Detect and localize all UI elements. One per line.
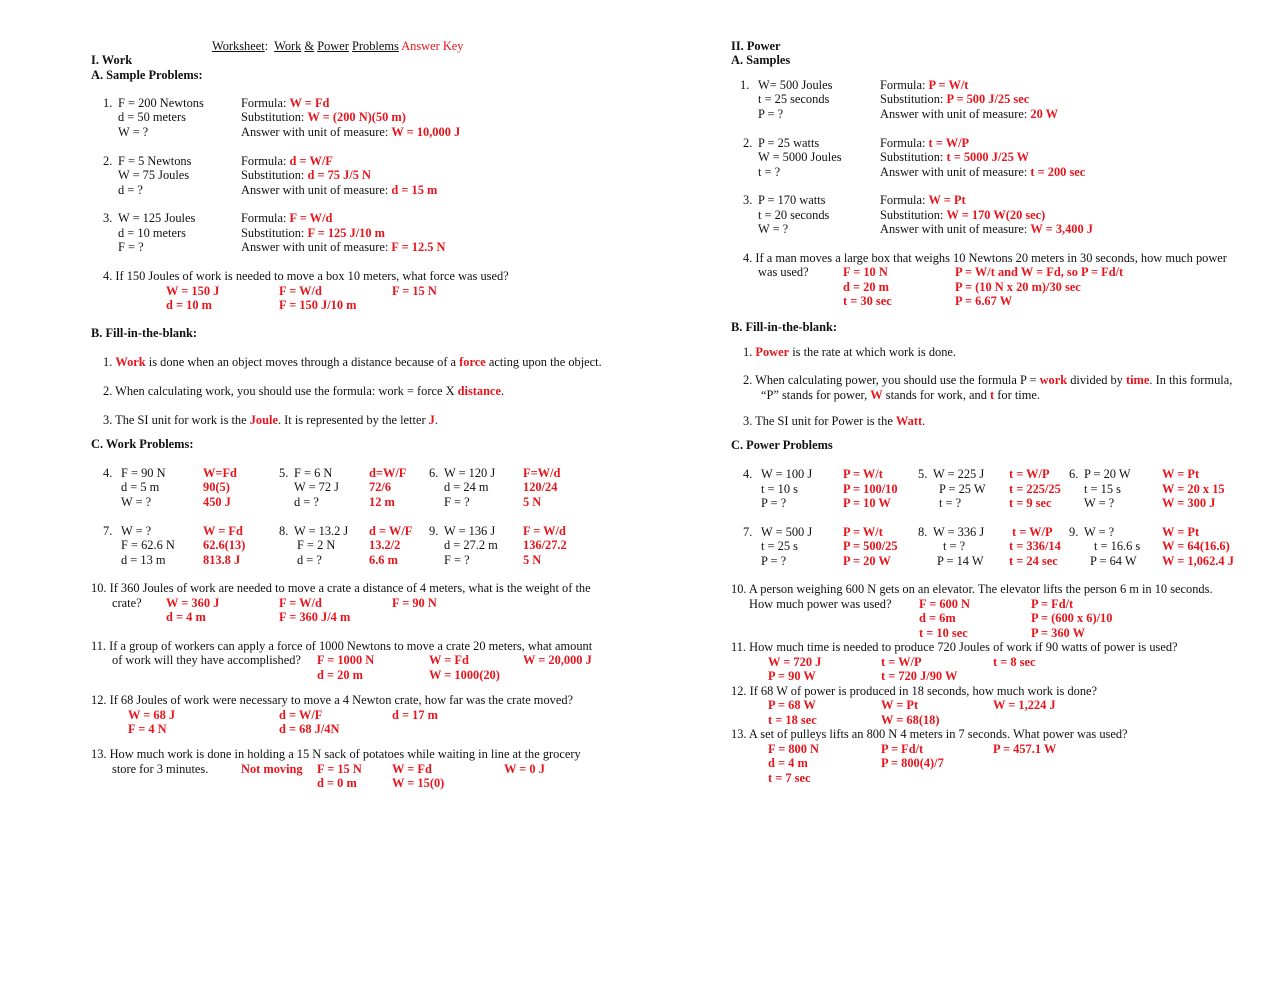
label: Formula: <box>880 136 926 150</box>
pp-7-answer-2: P = 500/25 <box>843 539 898 553</box>
wp-9-number: 9. <box>429 524 439 538</box>
label: Answer with unit of measure: <box>880 107 1028 121</box>
title-work: Work <box>274 39 302 53</box>
psample-1-formula <box>880 79 968 91</box>
power-question-4-line-2: was used? <box>758 265 809 279</box>
pp-9-answer-2: W = 64(16.6) <box>1162 539 1230 553</box>
answer: t = 200 sec <box>1030 165 1086 179</box>
title-amp: & <box>304 39 315 53</box>
label: Formula: <box>880 78 926 92</box>
text: divided by <box>1067 373 1126 387</box>
label: Answer with unit of measure: <box>241 240 389 254</box>
wp-6-number: 6. <box>429 466 439 480</box>
work-question-13: 13. How much work is done in holding a 15 N sack of potatoes while waiting in line at the grocery <box>91 747 581 761</box>
wp-9-given-3: F = ? <box>444 553 470 567</box>
wp-7-given-1: W = ? <box>121 524 152 538</box>
pq10-answer-1: F = 600 N <box>919 597 970 611</box>
label: Answer with unit of measure: <box>880 165 1028 179</box>
pp-9-given-3: P = 64 W <box>1090 554 1137 568</box>
pq11-answer-3: t = W/P <box>881 655 922 669</box>
answer: P = 500 J/25 sec <box>946 92 1030 106</box>
pfill-3 <box>743 415 925 427</box>
psample-3-given-2: t = 20 seconds <box>758 208 830 222</box>
answer: t = 5000 J/25 W <box>946 150 1030 164</box>
fill-1 <box>103 356 602 368</box>
text: . <box>501 384 505 398</box>
power-question-11: 11. How much time is needed to produce 720 Joules of work if 90 watts of power is used? <box>731 640 1178 654</box>
work-question-11: 11. If a group of workers can apply a force of 1000 Newtons to move a crate 20 meters, what amount <box>91 639 593 653</box>
pq4-answer-2: d = 20 m <box>843 280 889 294</box>
answer: W = 10,000 J <box>391 125 461 139</box>
pp-6-given-3: W = ? <box>1084 496 1115 510</box>
pp-6-answer-2: W = 20 x 15 <box>1162 482 1225 496</box>
wp-5-given-1: F = 6 N <box>294 466 333 480</box>
pp-6-answer-3: W = 300 J <box>1162 496 1216 510</box>
work-question-13-line-2: store for 3 minutes. <box>112 762 209 776</box>
text: 1. <box>103 355 116 369</box>
pp-8-given-2: t = ? <box>943 539 966 553</box>
pq13-answer-2: d = 4 m <box>768 756 808 770</box>
answer: time <box>1125 373 1150 387</box>
pp-7-given-1: W = 500 J <box>761 525 813 539</box>
sample-3-answer <box>241 241 445 253</box>
sample-2-substitution <box>241 169 371 181</box>
pp-4-number: 4. <box>743 467 753 481</box>
text: is the rate at which work is done. <box>789 345 956 359</box>
sample-2-answer <box>241 184 437 196</box>
pq4-answer-5: P = (10 N x 20 m)/30 sec <box>955 280 1081 294</box>
work-question-4: 4. If 150 Joules of work is needed to move a box 10 meters, what force was used? <box>103 269 509 283</box>
pp-4-answer-1: P = W/t <box>843 467 883 481</box>
sample-1-given-3: W = ? <box>118 125 149 139</box>
answer: W = 170 W(20 sec) <box>946 208 1046 222</box>
wq11-answer-4: W = 1000(20) <box>429 668 500 682</box>
pp-5-answer-2: t = 225/25 <box>1009 482 1061 496</box>
sample-3-given-3: F = ? <box>118 240 144 254</box>
pp-8-answer-2: t = 336/14 <box>1009 539 1061 553</box>
fill-in-blank-heading: B. Fill-in-the-blank: <box>91 326 198 340</box>
wq13-answer-4: W = 15(0) <box>392 776 445 790</box>
pp-5-given-3: t = ? <box>939 496 962 510</box>
wq11-answer-2: d = 20 m <box>317 668 363 682</box>
answer: W = Fd <box>289 96 330 110</box>
wq12-answer-4: d = 68 J/4N <box>279 722 340 736</box>
pq4-answer-6: P = 6.67 W <box>955 294 1013 308</box>
pp-7-answer-3: P = 20 W <box>843 554 891 568</box>
psample-2-answer <box>880 166 1085 178</box>
work-question-10-line-2: crate? <box>112 596 142 610</box>
psample-3-substitution <box>880 209 1045 221</box>
pp-4-given-1: W = 100 J <box>761 467 813 481</box>
pq13-answer-1: F = 800 N <box>768 742 819 756</box>
answer: distance <box>457 384 502 398</box>
answer: Watt <box>895 414 923 428</box>
pp-5-number: 5. <box>918 467 928 481</box>
sample-1-substitution <box>241 111 406 123</box>
wp-9-given-1: W = 136 J <box>444 524 496 538</box>
answer: force <box>459 355 486 369</box>
wp-7-answer-1: W = Fd <box>203 524 243 538</box>
sample-2-given-2: W = 75 Joules <box>118 168 190 182</box>
wq12-answer-5: d = 17 m <box>392 708 438 722</box>
label: Substitution: <box>241 168 305 182</box>
wq10-answer-1: W = 360 J <box>166 596 220 610</box>
power-question-12: 12. If 68 W of power is produced in 18 seconds, how much work is done? <box>731 684 1098 698</box>
psample-1-number: 1. <box>740 78 750 92</box>
sample-1-given-1: F = 200 Newtons <box>118 96 204 110</box>
pq10-answer-2: d = 6m <box>919 611 956 625</box>
psample-2-substitution <box>880 151 1029 163</box>
pp-5-given-1: W = 225 J <box>933 467 985 481</box>
pp-7-given-3: P = ? <box>761 554 787 568</box>
pfill-1 <box>743 346 956 358</box>
pp-8-answer-3: t = 24 sec <box>1009 554 1058 568</box>
fill-3 <box>103 414 438 426</box>
pp-5-answer-1: t = W/P <box>1009 467 1050 481</box>
wp-4-number: 4. <box>103 466 113 480</box>
text: for time. <box>994 388 1040 402</box>
wp-7-number: 7. <box>103 524 113 538</box>
psample-2-given-1: P = 25 watts <box>758 136 820 150</box>
wp-5-number: 5. <box>279 466 289 480</box>
label: Formula: <box>241 154 287 168</box>
wp-6-given-2: d = 24 m <box>444 480 489 494</box>
work-problems-heading: C. Work Problems: <box>91 437 194 451</box>
title-answer-key: Answer Key <box>401 39 464 53</box>
psample-3-given-3: W = ? <box>758 222 789 236</box>
wq13-answer-3: W = Fd <box>392 762 432 776</box>
wp-5-given-2: W = 72 J <box>294 480 339 494</box>
label: Substitution: <box>880 150 944 164</box>
wq13-answer-2: d = 0 m <box>317 776 357 790</box>
psample-3-given-1: P = 170 watts <box>758 193 826 207</box>
pp-9-answer-1: W = Pt <box>1162 525 1200 539</box>
answer: J <box>428 413 435 427</box>
answer: d = W/F <box>289 154 333 168</box>
answer: W = (200 N)(50 m) <box>307 110 406 124</box>
wp-6-given-3: F = ? <box>444 495 470 509</box>
pq10-answer-3: t = 10 sec <box>919 626 968 640</box>
wp-4-answer-3: 450 J <box>203 495 231 509</box>
psample-3-answer <box>880 223 1093 235</box>
wp-9-answer-3: 5 N <box>523 553 542 567</box>
answer: Power <box>755 345 790 359</box>
pp-9-number: 9. <box>1069 525 1079 539</box>
wp-9-answer-1: F = W/d <box>523 524 566 538</box>
wq10-answer-2: d = 4 m <box>166 610 206 624</box>
wp-8-answer-1: d = W/F <box>369 524 413 538</box>
pq10-answer-6: P = 360 W <box>1031 626 1085 640</box>
wp-6-given-1: W = 120 J <box>444 466 496 480</box>
wq12-answer-3: d = W/F <box>279 708 323 722</box>
pq11-answer-1: W = 720 J <box>768 655 822 669</box>
wp-6-answer-1: F=W/d <box>523 466 561 480</box>
wp-8-given-3: d = ? <box>297 553 322 567</box>
power-samples-heading: A. Samples <box>731 53 791 67</box>
wq10-answer-4: F = 360 J/4 m <box>279 610 351 624</box>
section-work-heading: I. Work <box>91 53 133 67</box>
pq13-answer-3: t = 7 sec <box>768 771 811 785</box>
pq13-answer-6: P = 457.1 W <box>993 742 1057 756</box>
work-q4-answer-3: F = W/d <box>279 284 322 298</box>
wp-5-answer-1: d=W/F <box>369 466 407 480</box>
work-question-12: 12. If 68 Joules of work were necessary to move a 4 Newton crate, how far was the crate moved? <box>91 693 574 707</box>
wp-5-given-3: d = ? <box>294 495 319 509</box>
sample-3-given-2: d = 10 meters <box>118 226 186 240</box>
sample-1-number: 1. <box>103 96 113 110</box>
label: Substitution: <box>880 208 944 222</box>
answer: Joule <box>249 413 278 427</box>
answer: t <box>990 388 995 402</box>
sample-1-formula <box>241 97 329 109</box>
power-fill-in-blank-heading: B. Fill-in-the-blank: <box>731 320 838 334</box>
text: “P” stands for power, <box>761 388 871 402</box>
pfill-2 <box>743 374 1232 386</box>
wp-7-answer-2: 62.6(13) <box>203 538 246 552</box>
pp-6-number: 6. <box>1069 467 1079 481</box>
pp-4-given-3: P = ? <box>761 496 787 510</box>
psample-3-formula <box>880 194 966 206</box>
power-question-10-line-2: How much power was used? <box>749 597 892 611</box>
work-q4-answer-5: F = 15 N <box>392 284 437 298</box>
wq11-answer-1: F = 1000 N <box>317 653 375 667</box>
answer: work <box>1039 373 1068 387</box>
wp-8-given-1: W = 13.2 J <box>294 524 349 538</box>
pfill-2-line-2 <box>761 389 1040 401</box>
sample-2-given-3: d = ? <box>118 183 143 197</box>
pp-8-given-3: P = 14 W <box>937 554 984 568</box>
title-power: Power <box>317 39 349 53</box>
pq11-answer-2: P = 90 W <box>768 669 816 683</box>
text: 3. The SI unit for Power is the <box>743 414 896 428</box>
text: acting upon the object. <box>485 355 602 369</box>
label: Formula: <box>241 96 287 110</box>
pp-8-answer-1: t = W/P <box>1012 525 1053 539</box>
wp-6-answer-2: 120/24 <box>523 480 558 494</box>
psample-2-given-2: W = 5000 Joules <box>758 150 842 164</box>
power-question-10: 10. A person weighing 600 N gets on an elevator. The elevator lifts the person 6 m in 10 seconds. <box>731 582 1213 596</box>
power-problems-heading: C. Power Problems <box>731 438 833 452</box>
title-worksheet: Worksheet <box>212 39 265 53</box>
answer: W = Pt <box>928 193 966 207</box>
pp-8-given-1: W = 336 J <box>933 525 985 539</box>
wp-4-given-1: F = 90 N <box>121 466 166 480</box>
sample-2-number: 2. <box>103 154 113 168</box>
answer: Work <box>115 355 146 369</box>
sample-2-given-1: F = 5 Newtons <box>118 154 192 168</box>
answer: F = 125 J/10 m <box>307 226 385 240</box>
worksheet-title <box>212 40 464 52</box>
wq11-answer-3: W = Fd <box>429 653 469 667</box>
wq12-answer-1: W = 68 J <box>128 708 176 722</box>
text: 2. When calculating power, you should use the formula P = <box>743 373 1040 387</box>
text: . It is represented by the letter <box>277 413 429 427</box>
text: . In this formula, <box>1149 373 1233 387</box>
wp-9-given-2: d = 27.2 m <box>444 538 498 552</box>
answer: F = 12.5 N <box>391 240 446 254</box>
pp-5-answer-3: t = 9 sec <box>1009 496 1052 510</box>
psample-1-given-1: W= 500 Joules <box>758 78 833 92</box>
psample-1-given-3: P = ? <box>758 107 784 121</box>
power-question-13: 13. A set of pulleys lifts an 800 N 4 meters in 7 seconds. What power was used? <box>731 727 1128 741</box>
title-colon: : <box>264 39 269 53</box>
work-q4-answer-2: d = 10 m <box>166 298 212 312</box>
psample-2-given-3: t = ? <box>758 165 781 179</box>
pp-9-given-1: W = ? <box>1084 525 1115 539</box>
wp-7-answer-3: 813.8 J <box>203 553 241 567</box>
wq11-answer-5: W = 20,000 J <box>523 653 592 667</box>
sample-3-substitution <box>241 227 385 239</box>
answer: d = 15 m <box>391 183 438 197</box>
psample-3-number: 3. <box>743 193 753 207</box>
wq13-answer-0: Not moving <box>241 762 303 776</box>
pq12-answer-2: t = 18 sec <box>768 713 817 727</box>
pq12-answer-4: W = 68(18) <box>881 713 940 727</box>
text: . <box>922 414 926 428</box>
pq13-answer-5: P = 800(4)/7 <box>881 756 944 770</box>
pq13-answer-4: P = Fd/t <box>881 742 924 756</box>
wp-7-given-3: d = 13 m <box>121 553 166 567</box>
label: Substitution: <box>880 92 944 106</box>
text: 2. When calculating work, you should use the formula: work = force X <box>103 384 458 398</box>
sample-3-number: 3. <box>103 211 113 225</box>
wq13-answer-1: F = 15 N <box>317 762 362 776</box>
answer: W = 3,400 J <box>1030 222 1093 236</box>
label: Formula: <box>880 193 926 207</box>
work-question-11-line-2: of work will they have accomplished? <box>112 653 301 667</box>
sample-problems-heading: A. Sample Problems: <box>91 68 203 82</box>
work-q4-answer-1: W = 150 J <box>166 284 220 298</box>
wp-8-number: 8. <box>279 524 289 538</box>
pp-9-answer-3: W = 1,062.4 J <box>1162 554 1234 568</box>
pp-8-number: 8. <box>918 525 928 539</box>
pp-5-given-2: P = 25 W <box>939 482 986 496</box>
answer: W <box>870 388 883 402</box>
wp-4-answer-1: W=Fd <box>203 466 237 480</box>
pq10-answer-4: P = Fd/t <box>1031 597 1074 611</box>
wp-4-answer-2: 90(5) <box>203 480 230 494</box>
psample-1-answer <box>880 108 1058 120</box>
wq13-answer-5: W = 0 J <box>504 762 545 776</box>
wp-5-answer-3: 12 m <box>369 495 395 509</box>
pq10-answer-5: P = (600 x 6)/10 <box>1031 611 1113 625</box>
psample-2-formula <box>880 137 969 149</box>
pp-4-answer-2: P = 100/10 <box>843 482 898 496</box>
psample-1-given-2: t = 25 seconds <box>758 92 830 106</box>
label: Answer with unit of measure: <box>241 183 389 197</box>
psample-2-number: 2. <box>743 136 753 150</box>
pq4-answer-3: t = 30 sec <box>843 294 892 308</box>
pq11-answer-5: t = 8 sec <box>993 655 1036 669</box>
pp-9-given-2: t = 16.6 s <box>1094 539 1141 553</box>
text: is done when an object moves through a distance because of a <box>145 355 460 369</box>
work-question-10: 10. If 360 Joules of work are needed to move a crate a distance of 4 meters, what is the weight of the <box>91 581 591 595</box>
pp-6-given-1: P = 20 W <box>1084 467 1131 481</box>
psample-1-substitution <box>880 93 1029 105</box>
label: Formula: <box>241 211 287 225</box>
wp-4-given-3: W = ? <box>121 495 152 509</box>
wp-8-answer-3: 6.6 m <box>369 553 398 567</box>
wq10-answer-5: F = 90 N <box>392 596 437 610</box>
pp-4-answer-3: P = 10 W <box>843 496 891 510</box>
answer: 20 W <box>1030 107 1059 121</box>
answer: t = W/P <box>928 136 970 150</box>
wp-6-answer-3: 5 N <box>523 495 542 509</box>
label: Substitution: <box>241 226 305 240</box>
wp-8-given-2: F = 2 N <box>297 538 336 552</box>
pp-7-given-2: t = 25 s <box>761 539 798 553</box>
answer: d = 75 J/5 N <box>307 168 371 182</box>
pp-6-answer-1: W = Pt <box>1162 467 1200 481</box>
pq4-answer-4: P = W/t and W = Fd, so P = Fd/t <box>955 265 1124 279</box>
text: 3. The SI unit for work is the <box>103 413 250 427</box>
text: stands for work, and <box>882 388 991 402</box>
wp-5-answer-2: 72/6 <box>369 480 392 494</box>
pq11-answer-4: t = 720 J/90 W <box>881 669 958 683</box>
label: Answer with unit of measure: <box>880 222 1028 236</box>
answer: P = W/t <box>928 78 969 92</box>
wq10-answer-3: F = W/d <box>279 596 322 610</box>
pq12-answer-3: W = Pt <box>881 698 919 712</box>
pp-6-given-2: t = 15 s <box>1084 482 1121 496</box>
wq12-answer-2: F = 4 N <box>128 722 167 736</box>
answer: F = W/d <box>289 211 333 225</box>
wp-4-given-2: d = 5 m <box>121 480 160 494</box>
label: Answer with unit of measure: <box>241 125 389 139</box>
fill-2 <box>103 385 504 397</box>
wp-7-given-2: F = 62.6 N <box>121 538 175 552</box>
work-q4-answer-4: F = 150 J/10 m <box>279 298 357 312</box>
text: 1. <box>743 345 756 359</box>
section-power-heading: II. Power <box>731 39 781 53</box>
title-problems: Problems <box>351 39 399 53</box>
pq4-answer-1: F = 10 N <box>843 265 888 279</box>
pq12-answer-1: P = 68 W <box>768 698 816 712</box>
power-question-4: 4. If a man moves a large box that weighs 10 Newtons 20 meters in 30 seconds, how much power <box>743 251 1227 265</box>
pq12-answer-5: W = 1,224 J <box>993 698 1056 712</box>
pp-4-given-2: t = 10 s <box>761 482 798 496</box>
text: . <box>434 413 438 427</box>
sample-3-formula <box>241 212 332 224</box>
sample-2-formula <box>241 155 333 167</box>
label: Substitution: <box>241 110 305 124</box>
pp-7-number: 7. <box>743 525 753 539</box>
sample-1-answer <box>241 126 460 138</box>
sample-1-given-2: d = 50 meters <box>118 110 186 124</box>
sample-3-given-1: W = 125 Joules <box>118 211 196 225</box>
wp-8-answer-2: 13.2/2 <box>369 538 401 552</box>
pp-7-answer-1: P = W/t <box>843 525 883 539</box>
wp-9-answer-2: 136/27.2 <box>523 538 567 552</box>
